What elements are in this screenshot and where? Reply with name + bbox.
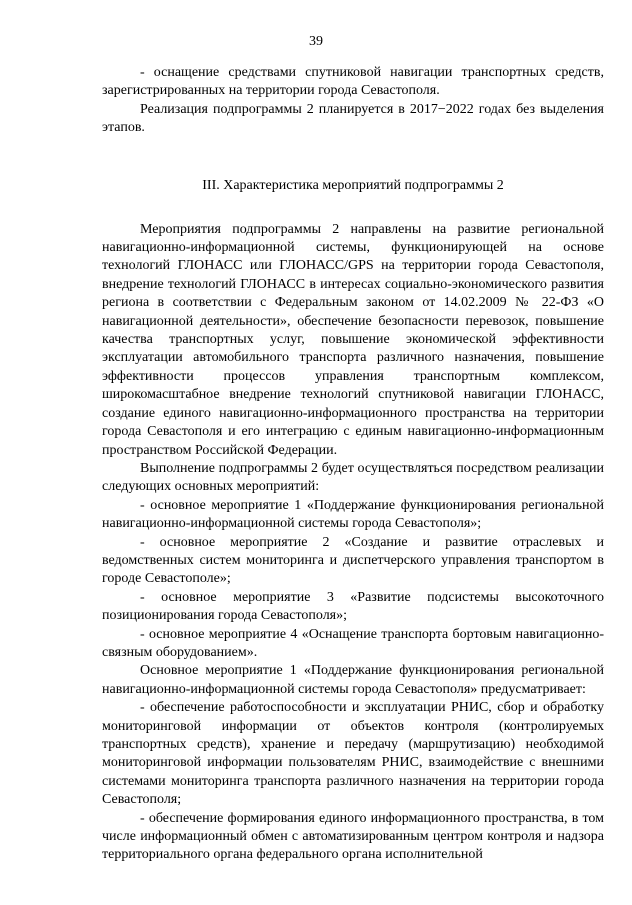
intro-paragraph-2: Реализация подпрограммы 2 планируется в 2017−2022 годах без выделения этапов. xyxy=(102,101,604,136)
document-body xyxy=(102,64,604,865)
page-number: 39 xyxy=(309,34,323,49)
list-item-information-space: - обеспечение формирования единого информационного пространства, в том числе информационный обмен с автоматизированным центром контроля и надзора территориального органа федерального органа исполнительной xyxy=(102,810,604,863)
paragraph-implementation: Выполнение подпрограммы 2 будет осуществляться посредством реализации следующих основных мероприятий: xyxy=(102,460,604,495)
intro-paragraph-1: - оснащение средствами спутниковой навигации транспортных средств, зарегистрированных на территории города Севастополя. xyxy=(102,65,604,99)
section-heading: III. Характеристика мероприятий подпрограммы 2 xyxy=(202,177,504,193)
list-item-rnis-operation: - обеспечение работоспособности и эксплуатации РНИС, сбор и обработку мониторинговой информации от объектов контроля (контролируемых транспортных средств), хранение и передачу (маршрутизацию) необходимой мониторинговой информации пользователям РНИС, взаимодействие с внешними системами мониторинга транспорта различного назначения на территории города Севастополя; xyxy=(102,700,604,808)
list-item-measure-3: - основное мероприятие 3 «Развитие подсистемы высокоточного позиционирования города Севастополя»; xyxy=(102,589,604,624)
list-item-measure-2: - основное мероприятие 2 «Создание и развитие отраслевых и ведомственных систем мониторинга и диспетчерского управления транспортом в городе Севастополе»; xyxy=(102,534,604,587)
paragraph-overview: Мероприятия подпрограммы 2 направлены на развитие региональной навигационно-информационной системы, функционирующей на основе технологий ГЛОНАСС или ГЛОНАСС/GPS на территории города Севастополя, внедрение технологий ГЛОНАСС в интересах социально-экономического развития региона в соответствии с Федеральным законом от 14.02.2009 № 22-ФЗ «О навигационной деятельности», обеспечение безопасности перевозок, повышение качества транспортных услуг, повышение экономической эффективности эксплуатации автомобильного транспорта различного назначения, повышение эффективности процессов управления транспортным комплексом, широкомасштабное внедрение технологий спутниковой навигации ГЛОНАСС, создание единого навигационно-информационного пространства на территории города Севастополя и его интеграцию с единым навигационно-информационным пространством Российской Федерации. xyxy=(102,221,604,458)
list-item-measure-1: - основное мероприятие 1 «Поддержание функционирования региональной навигационно-информационной системы города Севастополя»; xyxy=(102,497,604,532)
list-item-measure-4: - основное мероприятие 4 «Оснащение транспорта бортовым навигационно-связным оборудованием». xyxy=(102,626,604,660)
paragraph-measure-1-details: Основное мероприятие 1 «Поддержание функционирования региональной навигационно-информационной системы города Севастополя» предусматривает: xyxy=(102,663,604,697)
